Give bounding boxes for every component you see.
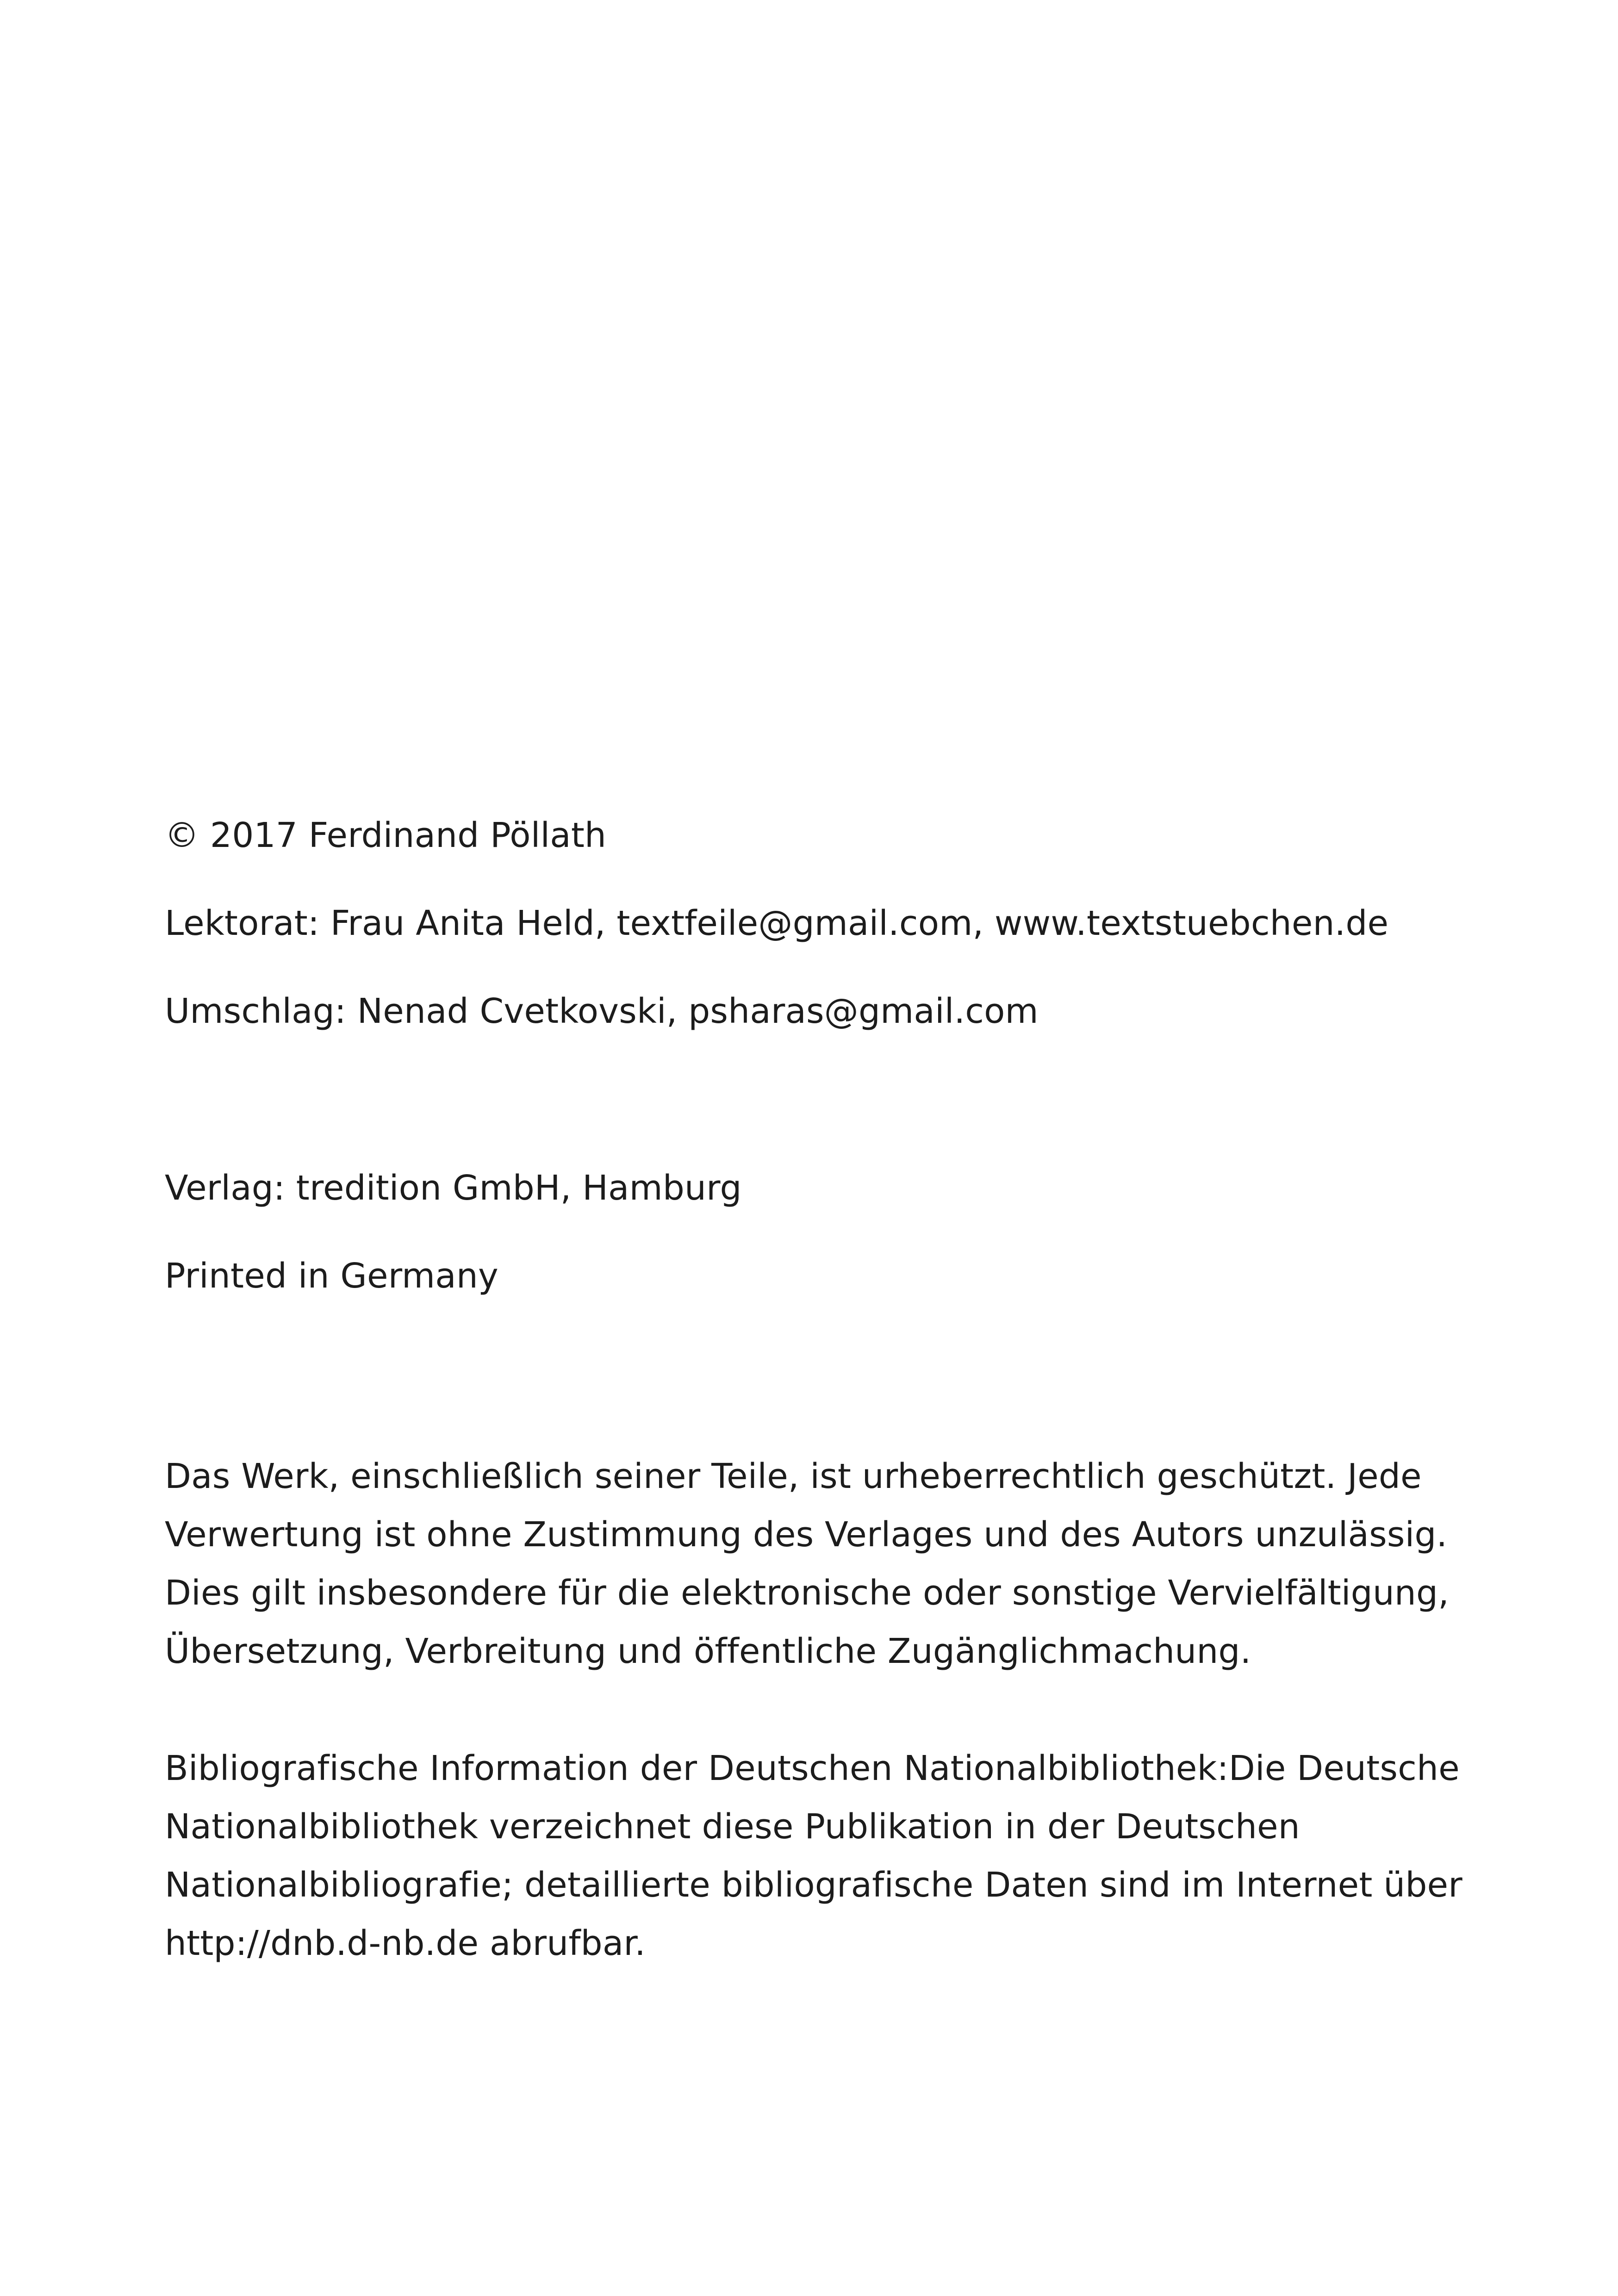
copyright-notice-line: Verwertung ist ohne Zustimmung des Verlages und des Autors unzulässig. (165, 1515, 1448, 1555)
cover-credit: Umschlag: Nenad Cvetkovski, psharas@gmail.com (165, 991, 1039, 1031)
bibliographic-notice-line: Bibliografische Information der Deutschen Nationalbibliothek:Die Deutsche (165, 1748, 1460, 1788)
bibliographic-notice-line: http://dnb.d-nb.de abrufbar. (165, 1923, 646, 1963)
copyright-notice-line: Dies gilt insbesondere für die elektronische oder sonstige Vervielfältigung, (165, 1573, 1449, 1613)
publisher-line: Verlag: tredition GmbH, Hamburg (165, 1168, 742, 1208)
editor-credit: Lektorat: Frau Anita Held, textfeile@gmail.com, www.textstuebchen.de (165, 903, 1389, 943)
printed-in-line: Printed in Germany (165, 1256, 498, 1296)
bibliographic-notice (165, 1739, 1553, 1972)
copyright-notice (165, 1447, 1553, 1680)
bibliographic-notice-line: Nationalbibliothek verzeichnet diese Publikation in der Deutschen (165, 1807, 1300, 1847)
bibliographic-notice-line: Nationalbibliografie; detaillierte bibliografische Daten sind im Internet über (165, 1865, 1462, 1905)
copyright-notice-line: Das Werk, einschließlich seiner Teile, ist urheberrechtlich geschützt. Jede (165, 1456, 1422, 1496)
copyright-notice-line: Übersetzung, Verbreitung und öffentliche Zugänglichmachung. (165, 1631, 1251, 1671)
copyright-line: © 2017 Ferdinand Pöllath (165, 815, 607, 855)
